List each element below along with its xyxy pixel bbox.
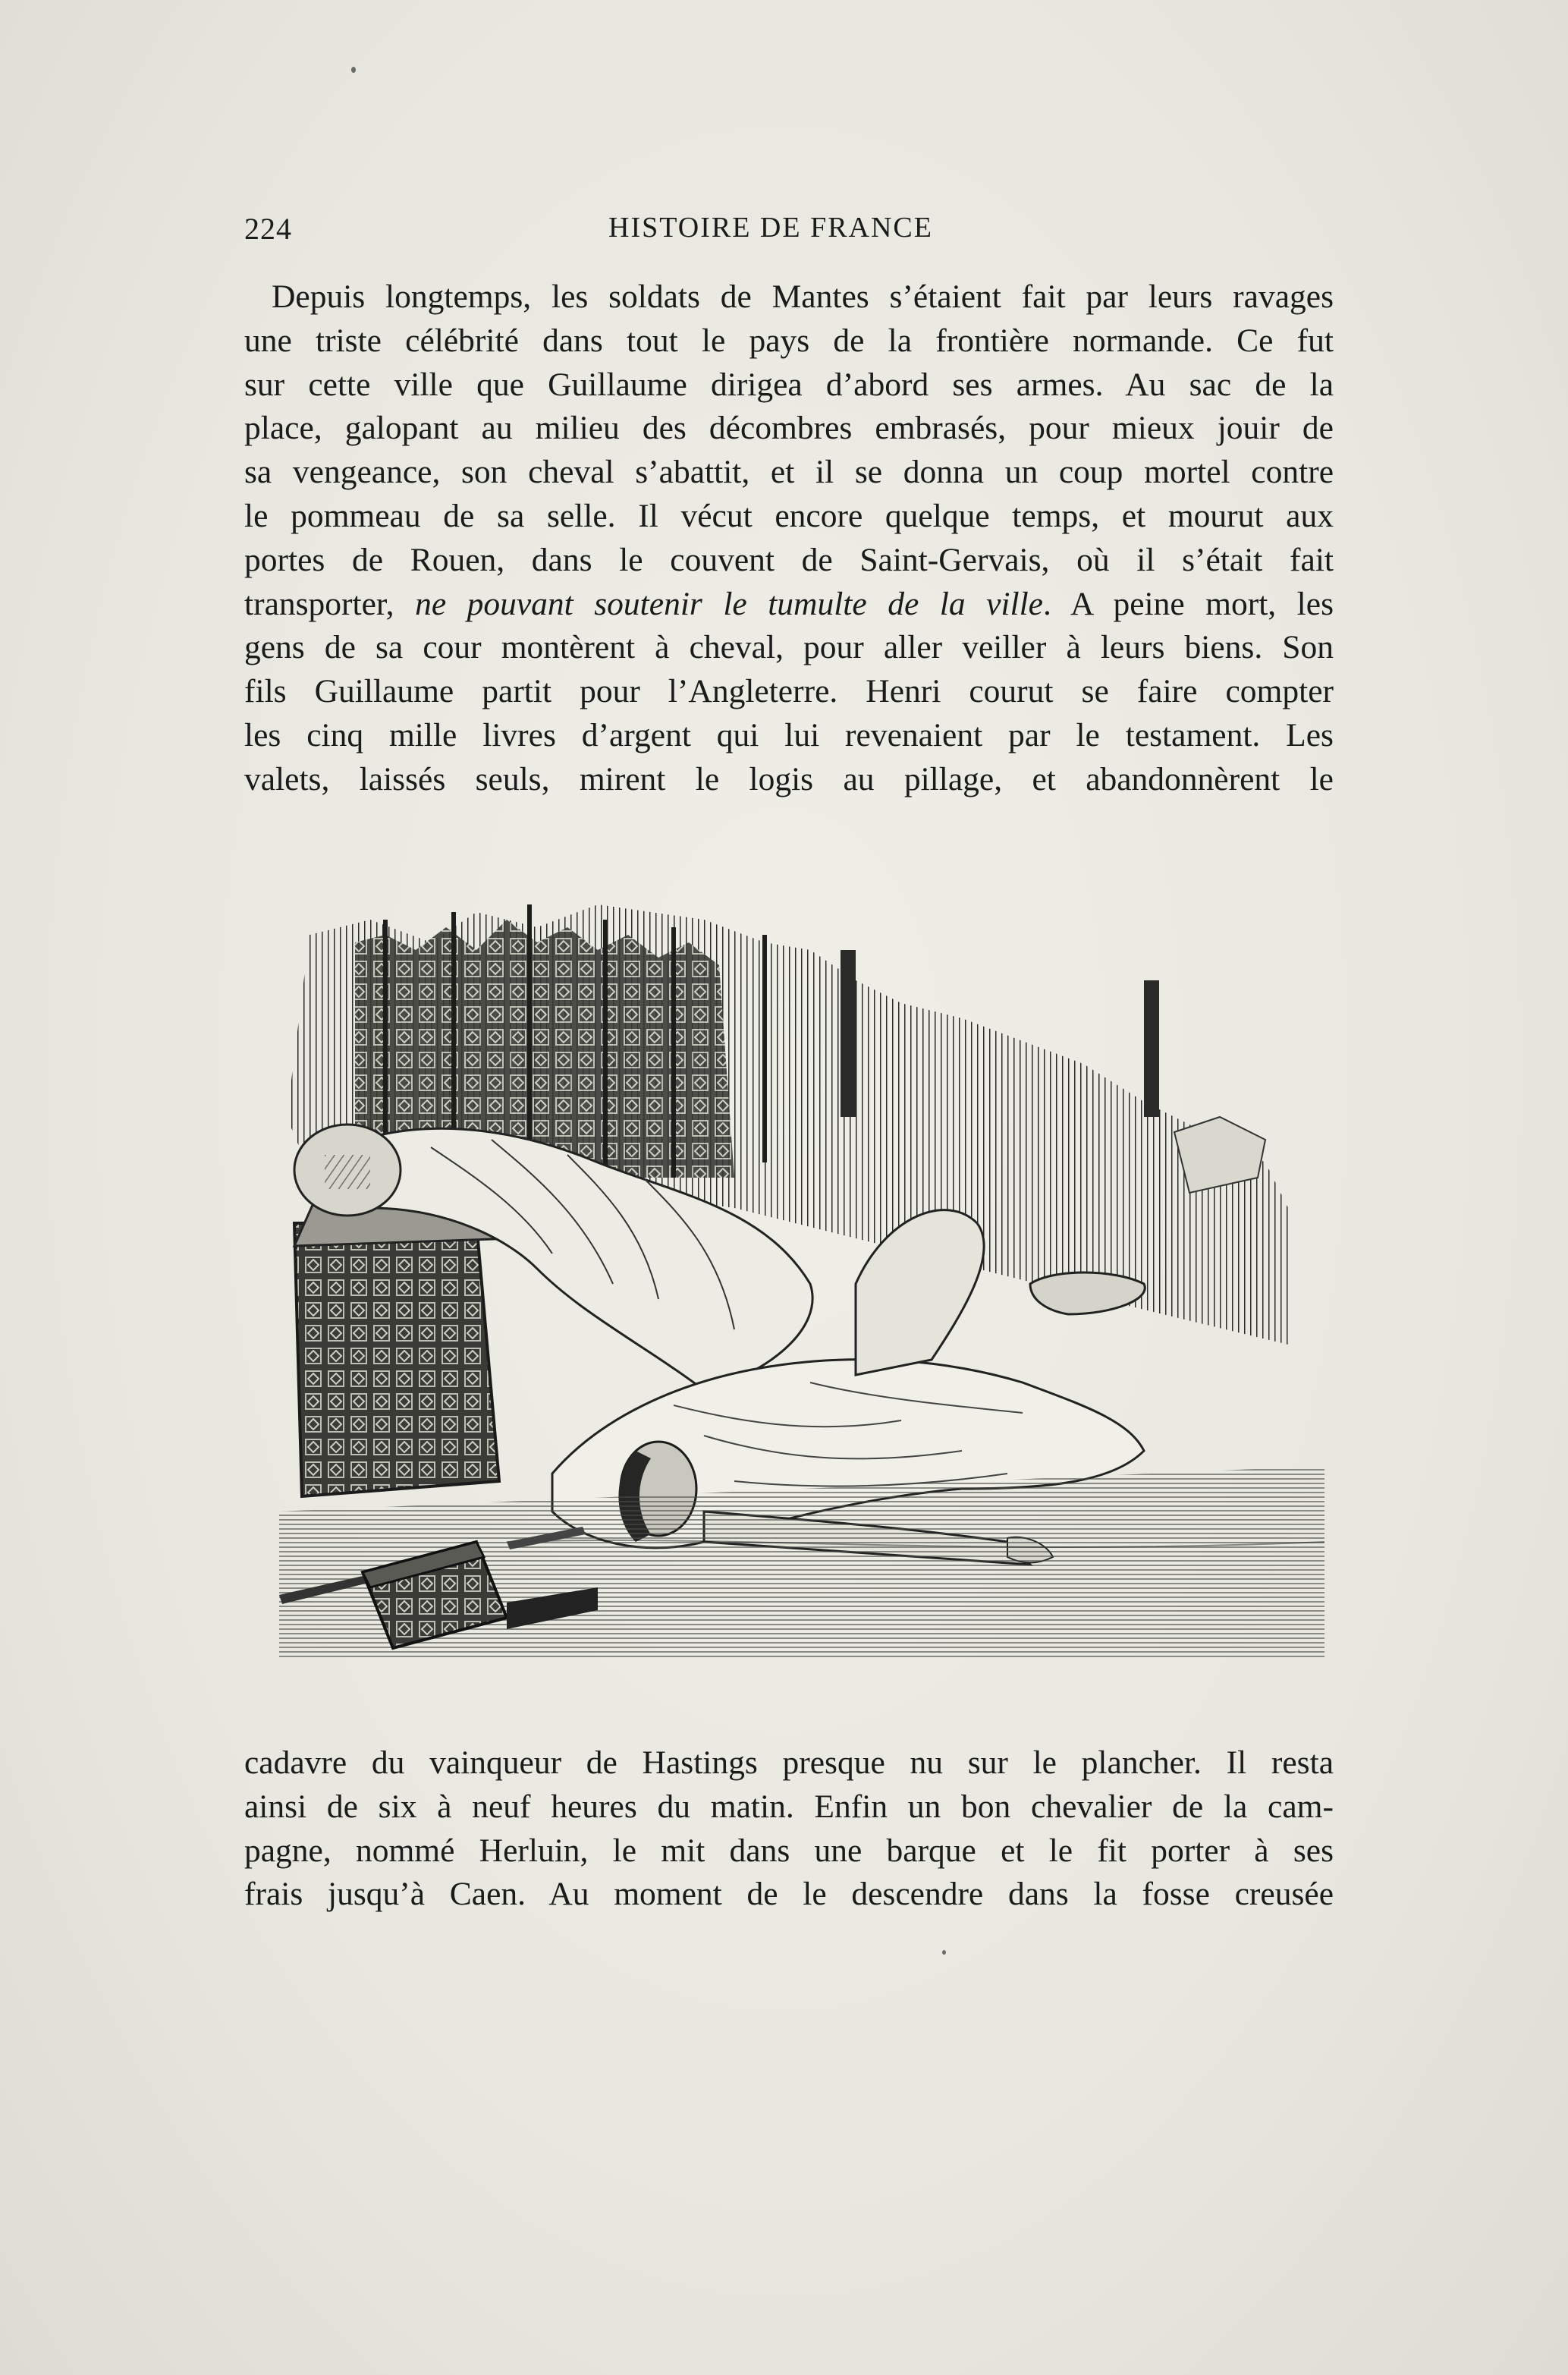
running-title: HISTOIRE DE FRANCE <box>608 212 933 244</box>
text-line: le pommeau de sa selle. Il vécut encore quelque temps, et mourut aux <box>244 497 1334 534</box>
text-line: cadavre du vainqueur de Hastings presque nu sur le plancher. Il resta <box>244 1744 1334 1781</box>
bed-side-panel <box>294 1223 499 1496</box>
ink-speck <box>351 67 356 73</box>
bare-foot <box>1030 1272 1145 1314</box>
text-segment: transporter, <box>244 585 416 622</box>
ink-speck <box>942 1950 946 1955</box>
text-line: place, galopant au milieu des décombres embrasés, pour mieux jouir de <box>244 410 1334 447</box>
text-line: Depuis longtemps, les soldats de Mantes s’étaient fait par leurs ravages <box>272 278 1334 315</box>
text-line: sa vengeance, son cheval s’abattit, et il se donna un coup mortel contre <box>244 454 1334 491</box>
text-line: pagne, nommé Herluin, le mit dans une barque et le fit porter à ses <box>244 1832 1334 1869</box>
text-line: fils Guillaume partit pour l’Angleterre. Henri courut se faire compter <box>244 673 1334 710</box>
window-frame <box>841 950 856 1117</box>
italic-quote: ne pouvant soutenir le tumulte de la ville <box>415 585 1043 622</box>
text-line: les cinq mille livres d’argent qui lui revenaient par le testament. Les <box>244 716 1334 753</box>
text-line: portes de Rouen, dans le couvent de Saint-Gervais, où il s’était fait <box>244 541 1334 578</box>
text-line: gens de sa cour montèrent à cheval, pour aller veiller à leurs biens. Son <box>244 629 1334 666</box>
engraving-illustration <box>279 889 1324 1657</box>
text-segment: . A peine mort, les <box>1042 585 1334 622</box>
body-text-top <box>244 275 1334 802</box>
text-line: frais jusqu’à Caen. Au moment de le descendre dans la fosse creusée <box>244 1876 1334 1913</box>
text-line: ainsi de six à neuf heures du matin. Enfin un bon chevalier de la cam- <box>244 1788 1334 1825</box>
text-line: valets, laissés seuls, mirent le logis au pillage, et abandonnèrent le <box>244 760 1334 797</box>
window-frame <box>1144 980 1159 1117</box>
body-text-bottom <box>244 1741 1334 1917</box>
page-number: 224 <box>244 212 292 246</box>
page-header <box>244 211 1337 249</box>
text-line-with-italic <box>244 583 1334 627</box>
text-line: une triste célébrité dans tout le pays de la frontière normande. Ce fut <box>244 322 1334 359</box>
text-line: sur cette ville que Guillaume dirigea d’abord ses armes. Au sac de la <box>244 366 1334 403</box>
